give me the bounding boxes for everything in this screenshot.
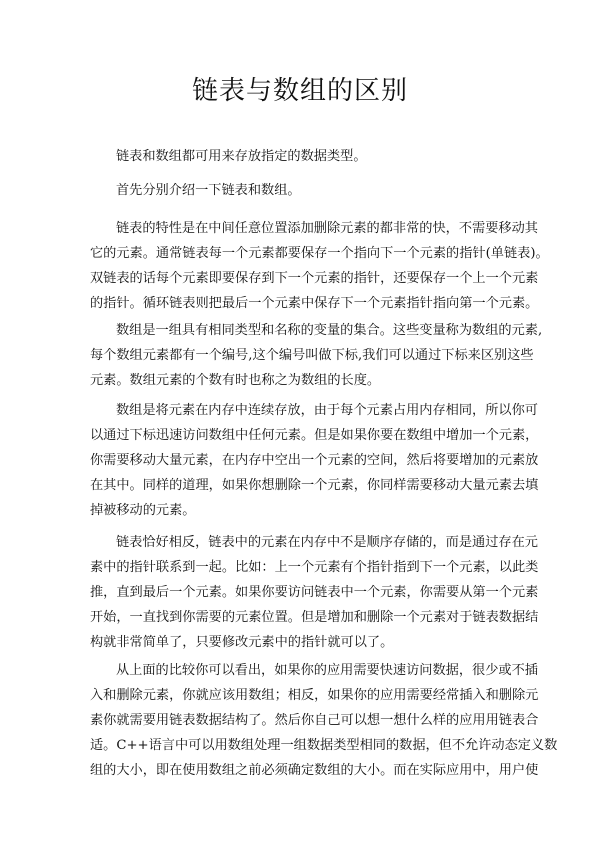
paragraph-line: 在其中。同样的道理，如果你想删除一个元素，你同样需要移动大量元素去填 — [90, 478, 539, 493]
paragraph-7 — [90, 658, 558, 783]
paragraph-1 — [116, 144, 367, 169]
paragraph-line: 双链表的话每个元素即要保存到下一个元素的指针，还要保存一个上一个元素 — [90, 271, 539, 286]
paragraph-line: 数组是将元素在内存中连续存放，由于每个元素占用内存相同，所以你可 — [116, 403, 538, 418]
paragraph-line: 开始，一直找到你需要的元素位置。但是增加和删除一个元素对于链表数据结 — [90, 610, 539, 625]
paragraph-line: 推，直到最后一个元素。如果你要访问链表中一个元素，你需要从第一个元素 — [90, 585, 539, 600]
paragraph-line: 组的大小，即在使用数组之前必须确定数组的大小。而在实际应用中，用户使 — [90, 763, 539, 778]
paragraph-line: 素你就需要用链表数据结构了。然后你自己可以想一想什么样的应用用链表合 — [90, 713, 539, 728]
paragraph-5 — [90, 398, 539, 523]
paragraph-4 — [90, 318, 543, 393]
paragraph-line: 入和删除元素，你就应该用数组；相反，如果你的应用需要经常插入和删除元 — [90, 688, 539, 703]
paragraph-line: 链表和数组都可用来存放指定的数据类型。 — [116, 149, 367, 164]
paragraph-line: 以通过下标迅速访问数组中任何元素。但是如果你要在数组中增加一个元素， — [90, 428, 539, 443]
paragraph-line: 的指针。循环链表则把最后一个元素中保存下一个元素指针指向第一个元素。 — [90, 296, 539, 311]
paragraph-line: 从上面的比较你可以看出，如果你的应用需要快速访问数据，很少或不插 — [116, 663, 538, 678]
paragraph-line: 构就非常简单了，只要修改元素中的指针就可以了。 — [90, 635, 394, 650]
paragraph-line: 适。C++语言中可以用数组处理一组数据类型相同的数据，但不允许动态定义数 — [90, 738, 558, 753]
paragraph-3 — [90, 216, 549, 316]
paragraph-2 — [116, 178, 301, 203]
document-title: 链表与数组的区别 — [191, 76, 408, 106]
paragraph-line: 素中的指针联系到一起。比如：上一个元素有个指针指到下一个元素，以此类 — [90, 560, 539, 575]
paragraph-line: 它的元素。通常链表每一个元素都要保存一个指向下一个元素的指针(单链表)。 — [90, 246, 549, 261]
paragraph-line: 掉被移动的元素。 — [90, 503, 196, 518]
paragraph-6 — [90, 530, 539, 655]
paragraph-line: 元素。数组元素的个数有时也称之为数组的长度。 — [90, 373, 381, 388]
paragraph-line: 链表的特性是在中间任意位置添加删除元素的都非常的快，不需要移动其 — [116, 221, 538, 236]
paragraph-line: 每个数组元素都有一个编号,这个编号叫做下标,我们可以通过下标来区别这些 — [90, 348, 534, 363]
paragraph-line: 数组是一组具有相同类型和名称的变量的集合。这些变量称为数组的元素, — [116, 323, 543, 338]
paragraph-line: 链表恰好相反，链表中的元素在内存中不是顺序存储的，而是通过存在元 — [116, 535, 538, 550]
paragraph-line: 首先分别介绍一下链表和数组。 — [116, 183, 301, 198]
paragraph-line: 你需要移动大量元素，在内存中空出一个元素的空间，然后将要增加的元素放 — [90, 453, 539, 468]
